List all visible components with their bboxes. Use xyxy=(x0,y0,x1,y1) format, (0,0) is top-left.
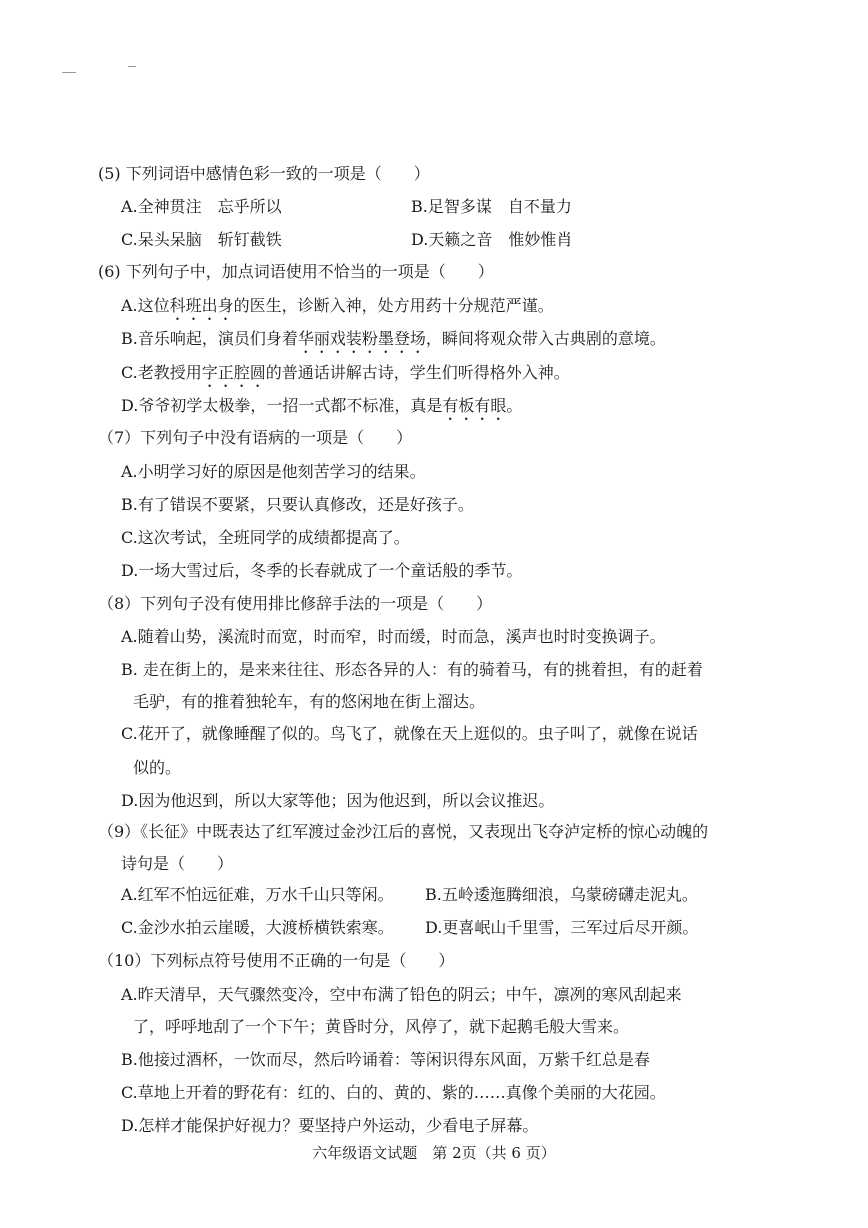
question-10-option-a-cont: 了，呼呼地刮了一个下午；黄昏时分，风停了，就下起鹅毛般大雪来。 xyxy=(133,1017,630,1036)
question-10-option-a: A.昨天清早，天气骤然变冷，空中布满了铅色的阴云；中午，凛冽的寒风刮起来 xyxy=(121,985,682,1004)
scan-speck xyxy=(62,72,76,73)
question-7-option-d: D.一场大雪过后，冬季的长春就成了一个童话般的季节。 xyxy=(121,561,523,580)
option-text: 的普通话讲解古诗，学生们听得格外入神。 xyxy=(265,363,570,382)
question-5-option-d: D.天籁之音 惟妙惟肖 xyxy=(411,230,573,249)
question-8-option-a: A.随着山势，溪流时而宽，时而窄，时而缓，时而急，溪声也时时变换调子。 xyxy=(121,627,666,646)
question-10-option-b: B.他接过酒杯，一饮而尽，然后吟诵着：等闲识得东风面，万紫千红总是春 xyxy=(121,1050,650,1069)
dotted-phrase: 有板有眼 xyxy=(442,396,507,415)
question-6-option-b xyxy=(121,329,666,357)
option-text: ，瞬间将观众带入古典剧的意境。 xyxy=(425,329,666,348)
option-text: 的医生，诊断入神，处方用药十分规范严谨。 xyxy=(233,296,554,315)
page-footer: 六年级语文试题 第 2页（共 6 页） xyxy=(312,1144,556,1162)
question-6-option-a xyxy=(121,296,554,324)
question-8-option-c-cont: 似的。 xyxy=(133,758,182,777)
question-9-stem-cont: 诗句是（ ） xyxy=(121,854,234,873)
option-text: C.老教授用 xyxy=(121,363,202,382)
scan-speck xyxy=(128,66,136,67)
question-9-option-c: C.金沙水拍云崖暖，大渡桥横铁索寒。 xyxy=(121,918,394,937)
question-7-option-a: A.小明学习好的原因是他刻苦学习的结果。 xyxy=(121,462,426,481)
question-9-option-d: D.更喜岷山千里雪，三军过后尽开颜。 xyxy=(425,918,699,937)
question-10-option-c: C.草地上开着的野花有：红的、白的、黄的、紫的……真像个美丽的大花园。 xyxy=(121,1083,666,1102)
question-5-stem: (5) 下列词语中感情色彩一致的一项是（ ） xyxy=(98,164,430,183)
question-8-option-c: C.花开了，就像睡醒了似的。鸟飞了，就像在天上逛似的。虫子叫了，就像在说话 xyxy=(121,724,698,743)
option-text: 。 xyxy=(506,396,523,415)
question-6-option-d xyxy=(121,396,522,424)
dotted-phrase: 字正腔圆 xyxy=(201,363,266,382)
option-text: D.爷爷初学太极拳，一招一式都不标准，真是 xyxy=(121,396,443,415)
question-10-option-d: D.怎样才能保护好视力？要坚持户外运动，少看电子屏幕。 xyxy=(121,1116,539,1135)
question-5-option-c: C.呆头呆脑 斩钉截铁 xyxy=(121,230,282,249)
question-5-option-a: A.全神贯注 忘乎所以 xyxy=(121,197,282,216)
question-7-option-c: C.这次考试，全班同学的成绩都提高了。 xyxy=(121,528,410,547)
question-7-option-b: B.有了错误不要紧，只要认真修改，还是好孩子。 xyxy=(121,495,474,514)
question-8-option-b: B. 走在街上的，是来来往往、形态各异的人：有的骑着马，有的挑着担，有的赶着 xyxy=(121,660,703,679)
question-6-stem: (6) 下列句子中，加点词语使用不恰当的一项是（ ） xyxy=(98,262,494,281)
dotted-phrase: 科班出身 xyxy=(169,296,234,315)
question-8-stem: （8）下列句子没有使用排比修辞手法的一项是（ ） xyxy=(98,594,493,613)
option-text: B.音乐响起，演员们身着 xyxy=(121,329,298,348)
question-9-stem: （9）《长征》中既表达了红军渡过金沙江后的喜悦，又表现出飞夺泸定桥的惊心动魄的 xyxy=(98,822,709,841)
question-9-option-a: A.红军不怕远征难，万水千山只等闲。 xyxy=(121,885,394,904)
question-7-stem: （7）下列句子中没有语病的一项是（ ） xyxy=(98,428,413,447)
question-9-option-b: B.五岭逶迤腾细浪，乌蒙磅礴走泥丸。 xyxy=(425,885,698,904)
option-text: A.这位 xyxy=(121,296,170,315)
dotted-phrase: 华丽戏装粉墨登场 xyxy=(297,329,426,348)
question-5-option-b: B.足智多谋 自不量力 xyxy=(411,197,572,216)
question-6-option-c xyxy=(121,363,570,391)
question-8-option-b-cont: 毛驴，有的推着独轮车，有的悠闲地在街上溜达。 xyxy=(133,692,486,711)
question-10-stem: （10）下列标点符号使用不正确的一句是（ ） xyxy=(98,951,455,970)
question-8-option-d: D.因为他迟到，所以大家等他；因为他迟到，所以会议推迟。 xyxy=(121,791,555,810)
